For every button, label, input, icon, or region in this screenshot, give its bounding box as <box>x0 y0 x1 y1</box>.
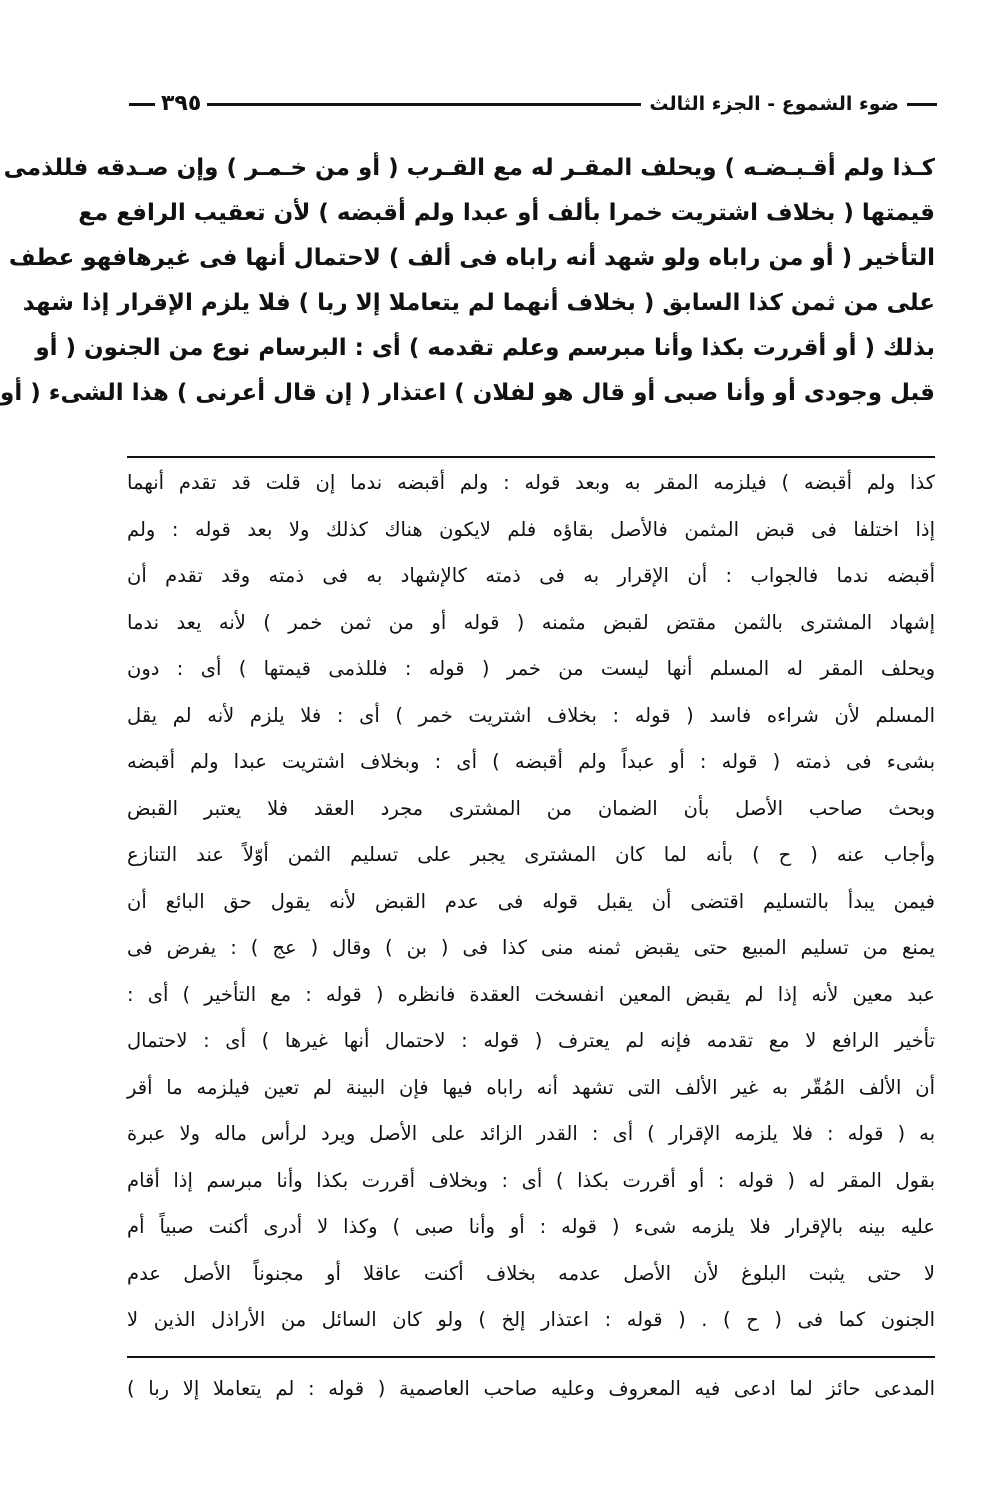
running-header <box>129 88 937 122</box>
commentary-line: إشهاد المشترى بالثمن مقتض لقبض مثمنه ( قوله أو من ثمن خمر ) لأنه يعد ندما <box>127 610 935 634</box>
footnote-text <box>127 1366 935 1412</box>
commentary-line: عبد معين لأنه إذا لم يقبض المعين انفسخت العقدة فانظره ( قوله : مع التأخير ) أى : <box>127 982 935 1006</box>
commentary-line: فيمن يبدأ بالتسليم اقتضى أن يقبل قوله فى عدم القبض لأنه يقول حق البائع أن <box>127 889 935 913</box>
commentary-line: بشىء فى ذمته ( قوله : أو عبداً ولم أقبضه ) أى : وبخلاف اشتريت عبدا ولم أقبضه <box>127 750 935 773</box>
main-line: قبل وجودى أو وأنا صبى أو قال هو لفلان ) اعتذار ( إن قال أعرنى ) هذا الشىء ( أو <box>0 380 935 406</box>
commentary-line: وبحث صاحب الأصل بأن الضمان من المشترى مجرد العقد فلا يعتبر القبض <box>127 796 935 820</box>
commentary-text <box>127 460 935 1344</box>
main-line: كـذا ولم أقـبـضـه ) ويحلف المقـر له مع القـرب ( أو من خـمـر ) وإن صـدقه فللذمى <box>3 155 935 181</box>
commentary-line: بقول المقر له ( قوله : أو أقررت بكذا ) أى : وبخلاف أقررت بكذا وأنا مبرسم إذا أقام <box>127 1168 935 1192</box>
main-line: بذلك ( أو أقررت بكذا وأنا مبرسم وعلم تقدمه ) أى : البرسام نوع من الجنون ( أو <box>35 335 935 361</box>
section-divider <box>127 456 935 458</box>
commentary-line: أقبضه ندما فالجواب : أن الإقرار به فى ذمته كالإشهاد به فى ذمته وقد تقدم أن <box>127 564 935 587</box>
commentary-line: كذا ولم أقبضه ) فيلزمه المقر به وبعد قوله : ولم أقبضه ندما إن قلت قد تقدم أنهما <box>127 471 935 494</box>
main-line: قيمتها ( بخلاف اشتريت خمرا بألف أو عبدا ولم أقبضه ) لأن تعقيب الرافع مع <box>78 200 935 226</box>
commentary-line: الجنون كما فى ( ح ) . ( قوله : اعتذار إلخ ) ولو كان السائل من الأراذل الذين لا <box>127 1308 935 1331</box>
commentary-line: أن الألف المُقّر به غير الألف التى تشهد أنه راباه فيها فإن البينة لم تعين فيلزمه ما أقر <box>127 1075 935 1099</box>
main-line: التأخير ( أو من راباه ولو شهد أنه راباه فى ألف ) لاحتمال أنها فى غيرهافهو عطف <box>8 245 935 271</box>
main-text <box>0 146 935 416</box>
commentary-line: لا حتى يثبت البلوغ لأن الأصل عدمه بخلاف أكنت عاقلا أو مجنوناً الأصل عدم <box>127 1261 935 1285</box>
commentary-line: إذا اختلفا فى قبض المثمن فالأصل بقاؤه فلم لايكون هناك كذلك ولا بعد قوله : ولم <box>127 517 935 541</box>
footnote-divider <box>127 1356 935 1358</box>
footnote-line: المدعى حائز لما ادعى فيه المعروف وعليه صاحب العاصمية ( قوله : لم يتعاملا إلا ربا ) <box>127 1377 935 1400</box>
main-line: على من ثمن كذا السابق ( بخلاف أنهما لم يتعاملا إلا ربا ) فلا يلزم الإقرار إذا شهد <box>22 290 935 316</box>
commentary-line: به ( قوله : فلا يلزمه الإقرار ) أى : القدر الزائد على الأصل ويرد لرأس ماله ولا عبرة <box>127 1122 935 1145</box>
commentary-line: تأخير الرافع لا مع تقدمه فإنه لم يعترف ( قوله : لاحتمال أنها غيرها ) أى : لاحتمال <box>127 1029 935 1052</box>
commentary-line: المسلم لأن شراءه فاسد ( قوله : بخلاف اشتريت خمر ) أى : فلا يلزم لأنه لم يقل <box>127 703 935 727</box>
commentary-line: يمنع من تسليم المبيع حتى يقبض ثمنه منى كذا فى ( بن ) وقال ( عج ) : يفرض فى <box>127 936 935 959</box>
page-number: ٣٩٥ <box>155 88 207 120</box>
commentary-line: عليه بينه بالإقرار فلا يلزمه شىء ( قوله : أو وأنا صبى ) وكذا لا أدرى أكنت صبياً أم <box>127 1215 935 1238</box>
header-title: ضوء الشموع - الجزء الثالث <box>641 88 907 120</box>
commentary-line: وأجاب عنه ( ح ) بأنه لما كان المشترى يجبر على تسليم الثمن أوّلاً عند التنازع <box>127 843 935 866</box>
commentary-line: ويحلف المقر له المسلم أنها ليست من خمر ( قوله : فللذمى قيمتها ) أى : دون <box>127 657 935 680</box>
